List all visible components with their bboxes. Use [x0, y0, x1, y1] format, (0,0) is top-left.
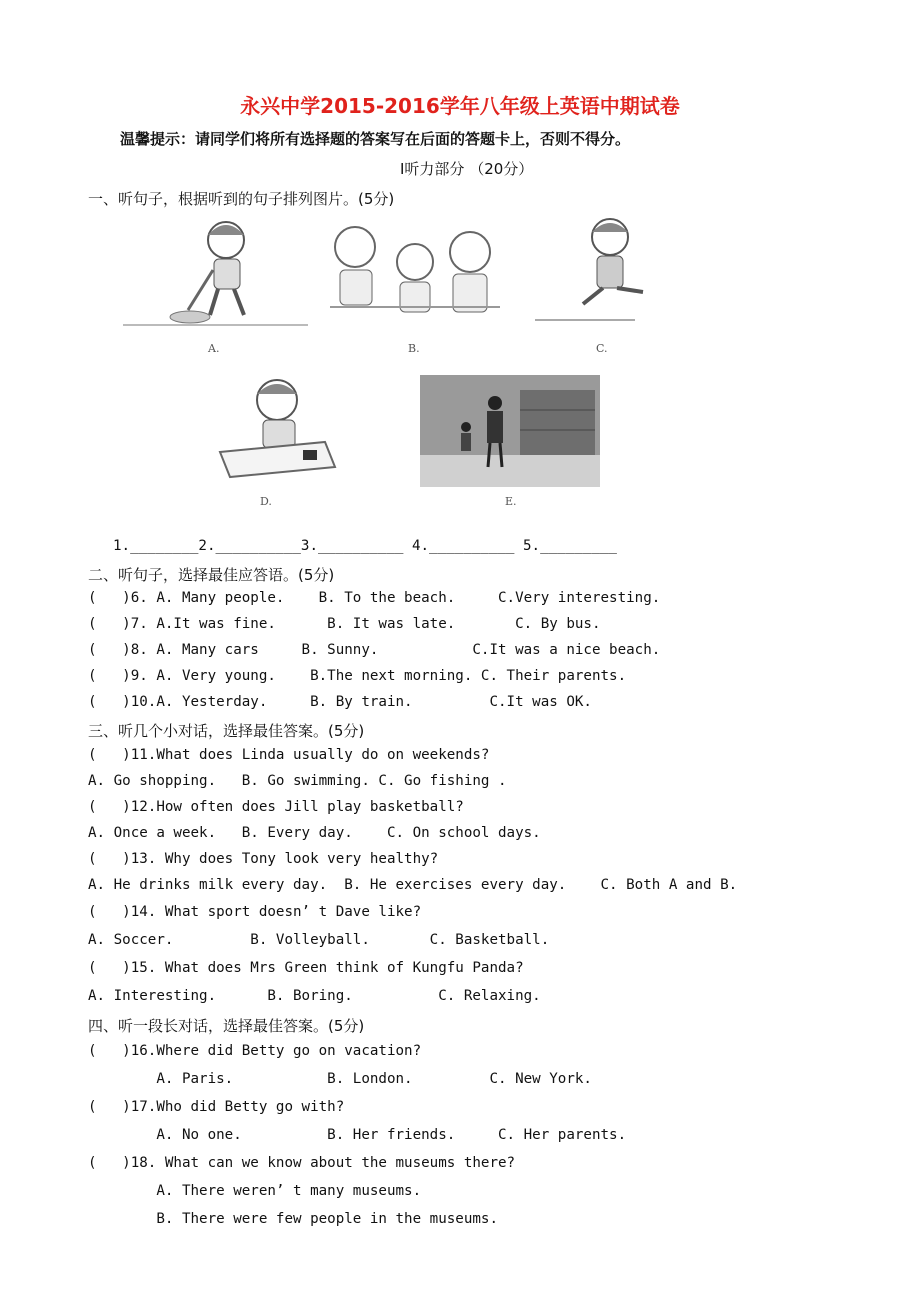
picture-c-label: C. — [596, 342, 608, 355]
question-15-options: A. Interesting. B. Boring. C. Relaxing. — [88, 988, 541, 1004]
section3-heading: 三、听几个小对话，选择最佳答案。(5分) — [88, 722, 365, 740]
question-12-options: A. Once a week. B. Every day. C. On school days. — [88, 825, 541, 841]
question-11-options: A. Go shopping. B. Go swimming. C. Go fishing . — [88, 773, 507, 789]
answer-blanks: 1.________2.__________3.__________ 4.__________ 5._________ — [113, 538, 617, 554]
question-13-options: A. He drinks milk every day. B. He exercises every day. C. Both A and B. — [88, 877, 738, 893]
instruction-tip: 温馨提示：请同学们将所有选择题的答案写在后面的答题卡上，否则不得分。 — [120, 130, 631, 148]
question-13: ( )13. Why does Tony look very healthy? — [88, 851, 439, 867]
question-12: ( )12.How often does Jill play basketball? — [88, 799, 464, 815]
picture-d-label: D. — [260, 495, 272, 508]
question-8: ( )8. A. Many cars B. Sunny. C.It was a nice beach. — [88, 642, 661, 658]
section2-heading: 二、听句子，选择最佳应答语。(5分) — [88, 566, 335, 584]
question-18: ( )18. What can we know about the museums there? — [88, 1155, 516, 1171]
picture-c-boy-running — [525, 212, 665, 332]
question-16-options: A. Paris. B. London. C. New York. — [88, 1071, 592, 1087]
picture-b-children-talking — [325, 212, 505, 332]
question-14: ( )14. What sport doesn’ t Dave like? — [88, 904, 422, 920]
question-17: ( )17.Who did Betty go with? — [88, 1099, 345, 1115]
picture-a-label: A. — [208, 342, 220, 355]
question-11: ( )11.What does Linda usually do on weekends? — [88, 747, 490, 763]
question-10: ( )10.A. Yesterday. B. By train. C.It was OK. — [88, 694, 592, 710]
question-6: ( )6. A. Many people. B. To the beach. C.Very interesting. — [88, 590, 661, 606]
picture-e-label: E. — [505, 495, 517, 508]
question-17-options: A. No one. B. Her friends. C. Her parents. — [88, 1127, 627, 1143]
section4-heading: 四、听一段长对话，选择最佳答案。(5分) — [88, 1017, 365, 1035]
question-18-option-b: B. There were few people in the museums. — [88, 1211, 498, 1227]
picture-d-boy-writing — [215, 372, 340, 487]
question-18-option-a: A. There weren’ t many museums. — [88, 1183, 422, 1199]
question-16: ( )16.Where did Betty go on vacation? — [88, 1043, 422, 1059]
picture-b-label: B. — [408, 342, 420, 355]
picture-e-library-scene — [420, 375, 600, 487]
question-15: ( )15. What does Mrs Green think of Kungfu Panda? — [88, 960, 524, 976]
question-9: ( )9. A. Very young. B.The next morning. C. Their parents. — [88, 668, 627, 684]
section1-heading: 一、听句子，根据听到的句子排列图片。(5分) — [88, 190, 395, 208]
picture-a-boy-mopping — [118, 215, 313, 335]
question-14-options: A. Soccer. B. Volleyball. C. Basketball. — [88, 932, 550, 948]
question-7: ( )7. A.It was fine. B. It was late. C. By bus. — [88, 616, 601, 632]
part-heading: I听力部分 （20分） — [400, 160, 534, 178]
exam-title: 永兴中学2015-2016学年八年级上英语中期试卷 — [240, 94, 680, 118]
